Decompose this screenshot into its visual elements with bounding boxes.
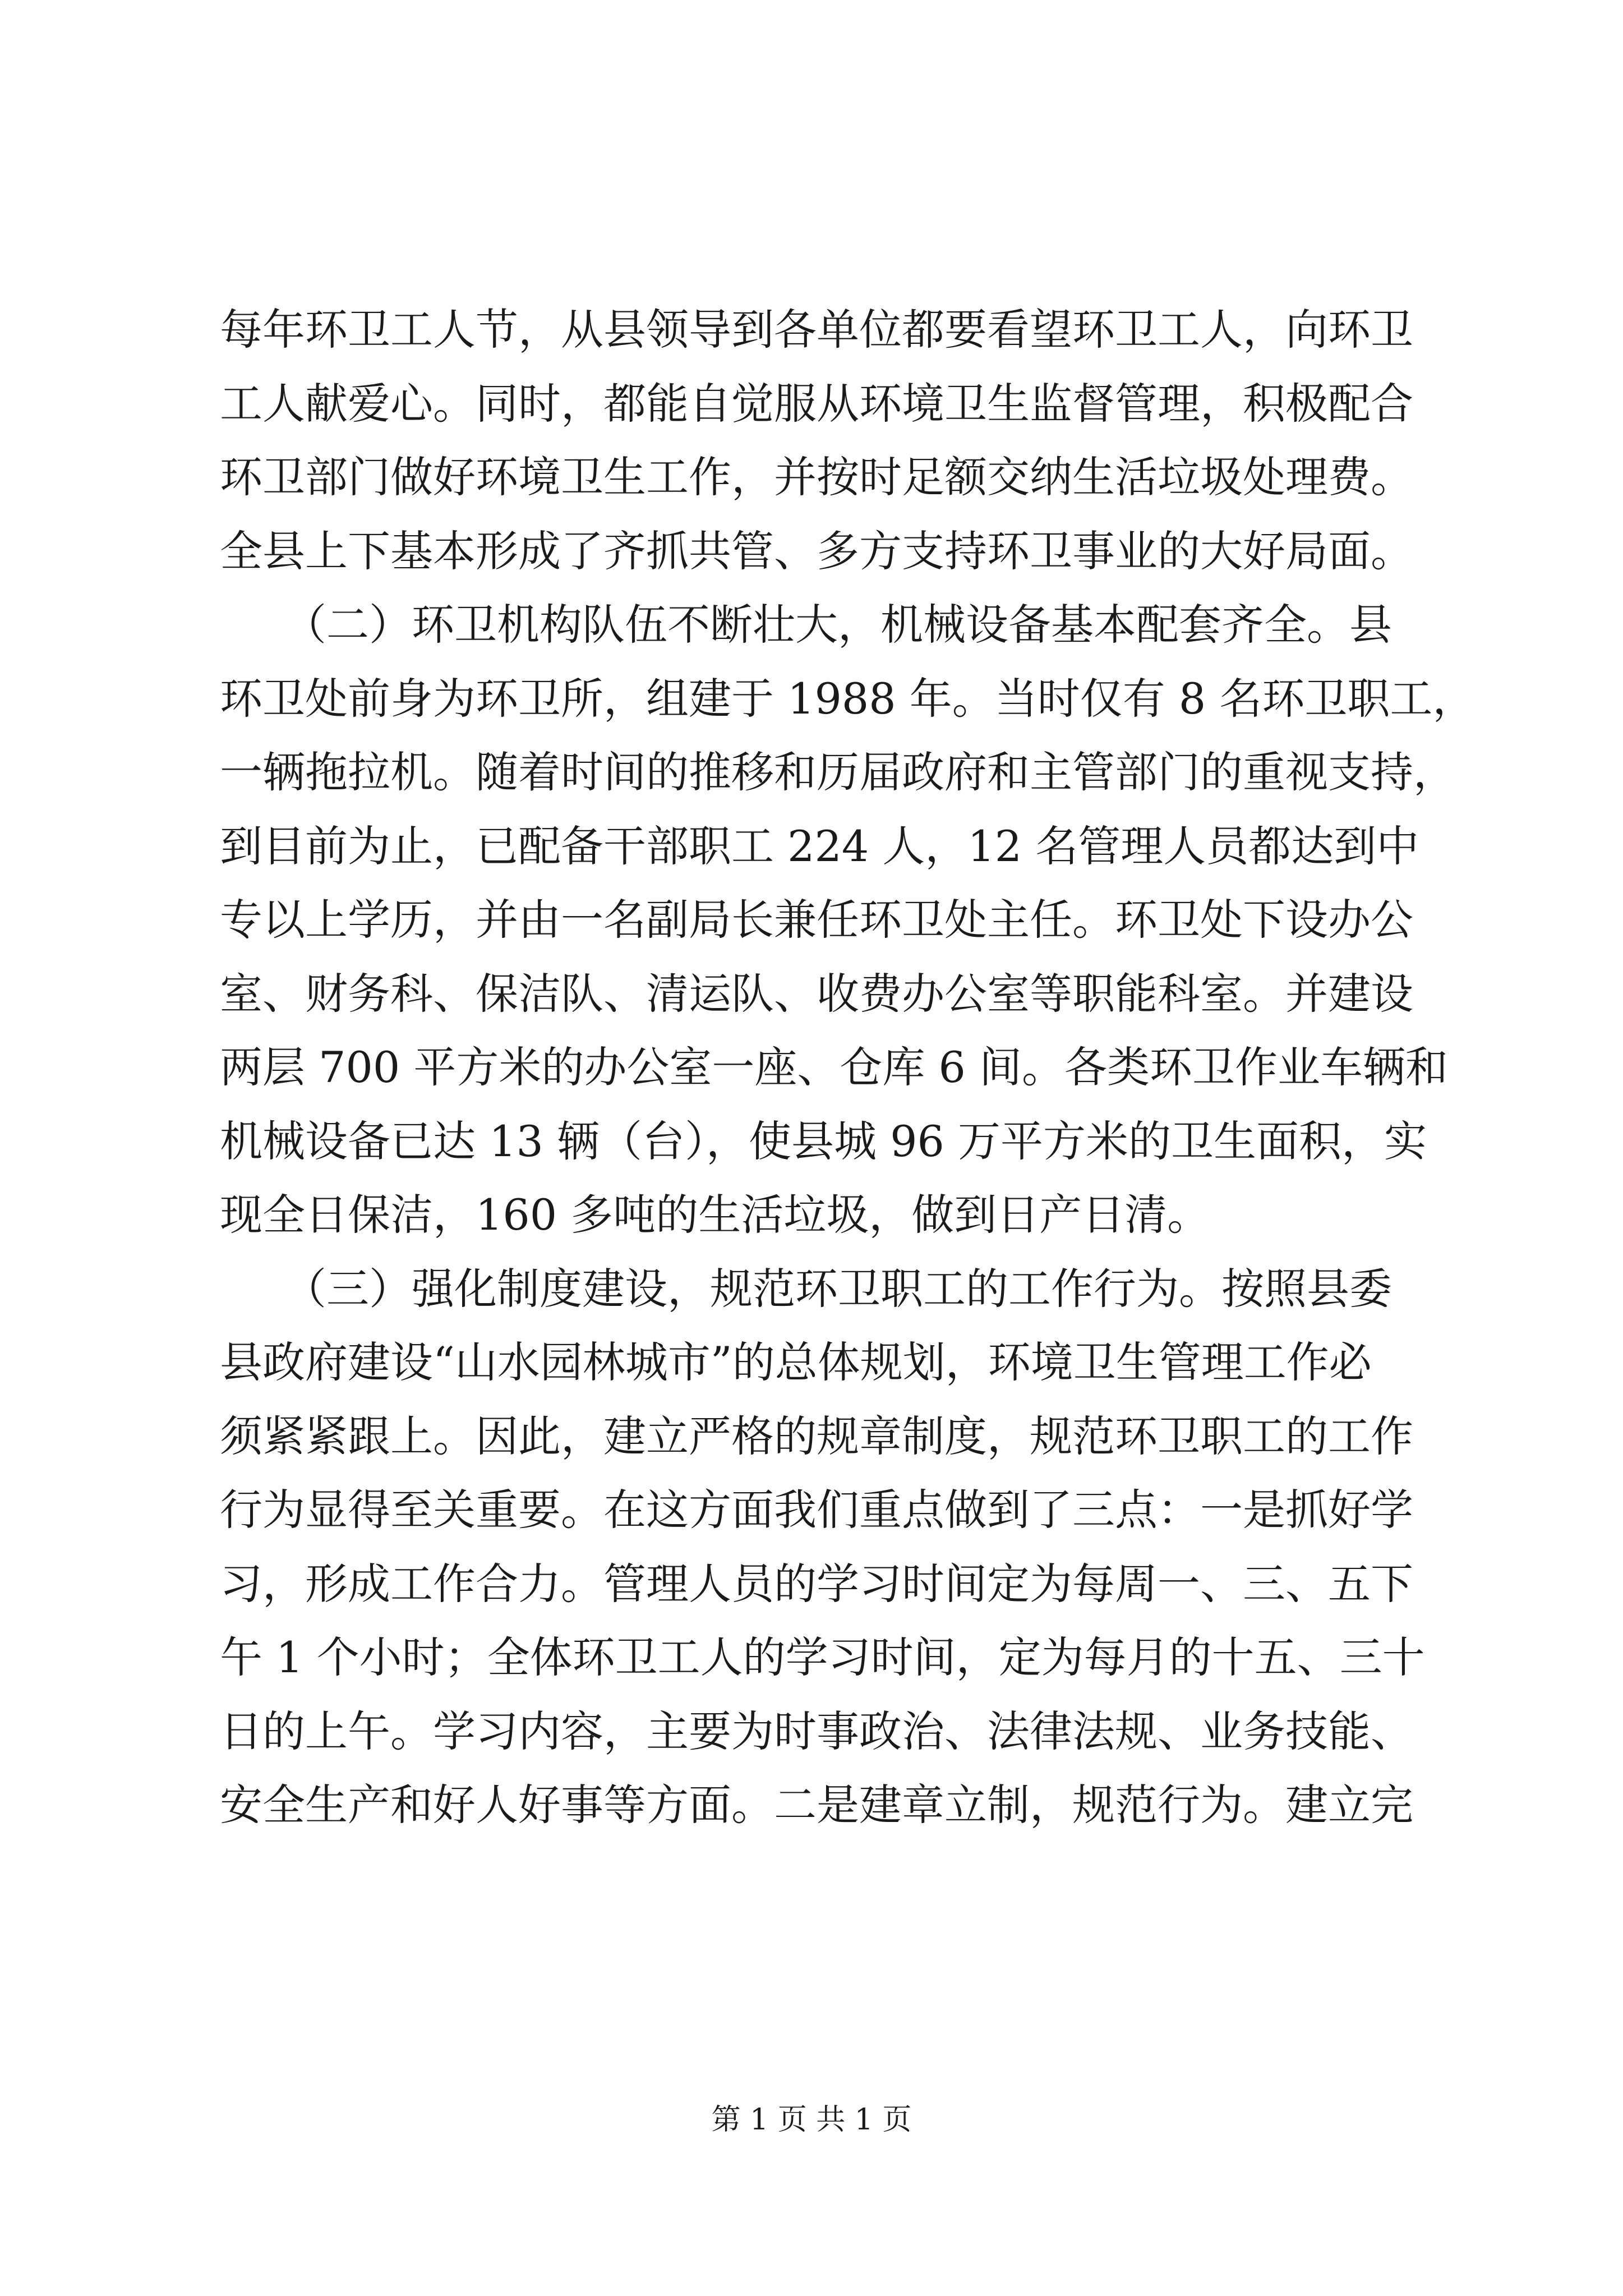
body-text [220, 293, 1476, 1842]
text-line: 日的上午。学习内容，主要为时事政治、法律法规、业务技能、 [220, 1706, 1413, 1756]
text-line: 环卫部门做好环境卫生工作，并按时足额交纳生活垃圾处理费。 [220, 452, 1413, 502]
text-line: 午 1 个小时；全体环卫工人的学习时间，定为每月的十五、三十 [220, 1632, 1425, 1682]
text-line: 行为显得至关重要。在这方面我们重点做到了三点：一是抓好学 [220, 1485, 1413, 1535]
text-line: 环卫处前身为环卫所，组建于 1988 年。当时仅有 8 名环卫职工， [220, 673, 1476, 724]
page-number-footer: 第 1 页 共 1 页 [711, 2103, 912, 2137]
text-line: 须紧紧跟上。因此，建立严格的规章制度，规范环卫职工的工作 [220, 1411, 1413, 1461]
text-line: 县政府建设“山水园林城市”的总体规划，环境卫生管理工作必 [220, 1337, 1372, 1387]
text-line: 工人献爱心。同时，都能自觉服从环境卫生监督管理，积极配合 [220, 378, 1413, 429]
text-line: 每年环卫工人节，从县领导到各单位都要看望环卫工人，向环卫 [220, 305, 1413, 355]
text-line: 专以上学历，并由一名副局长兼任环卫处主任。环卫处下设办公 [220, 895, 1413, 945]
text-line: 机械设备已达 13 辆（台），使县城 96 万平方米的卫生面积，实 [220, 1116, 1427, 1166]
text-line: 两层 700 平方米的办公室一座、仓库 6 间。各类环卫作业车辆和 [220, 1042, 1449, 1092]
text-line: （三）强化制度建设，规范环卫职工的工作行为。按照县委 [220, 1263, 1392, 1314]
text-line: 习，形成工作合力。管理人员的学习时间定为每周一、三、五下 [220, 1558, 1413, 1609]
text-line: 全县上下基本形成了齐抓共管、多方支持环卫事业的大好局面。 [220, 526, 1413, 576]
text-line: 室、财务科、保洁队、清运队、收费办公室等职能科室。并建设 [220, 968, 1413, 1019]
text-line: 现全日保洁，160 多吨的生活垃圾，做到日产日清。 [220, 1190, 1210, 1240]
text-line: （二）环卫机构队伍不断壮大，机械设备基本配套齐全。县 [220, 600, 1392, 650]
text-line: 到目前为止，已配备干部职工 224 人，12 名管理人员都达到中 [220, 821, 1419, 871]
text-line: 一辆拖拉机。随着时间的推移和历届政府和主管部门的重视支持， [220, 747, 1456, 797]
text-line: 安全生产和好人好事等方面。二是建章立制，规范行为。建立完 [220, 1780, 1413, 1830]
